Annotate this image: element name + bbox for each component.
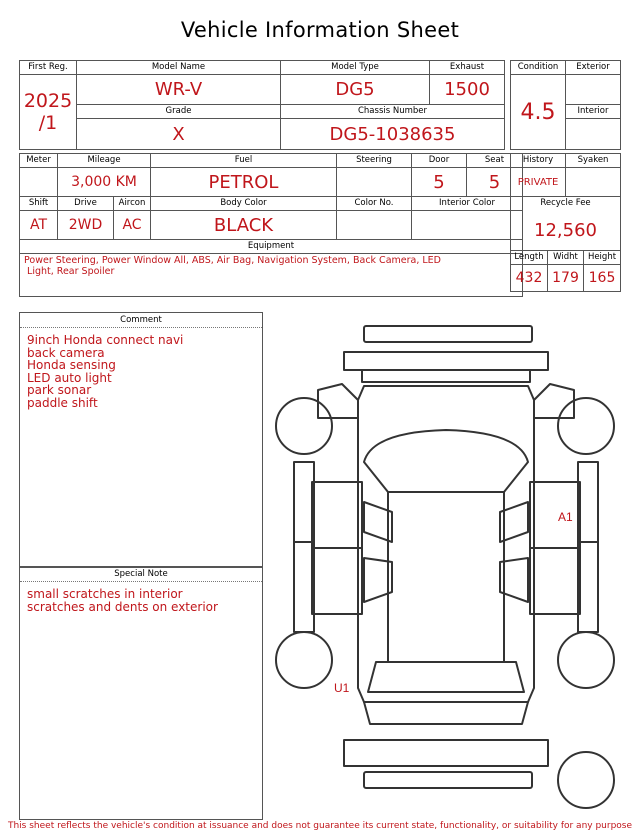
comment-lines [20,328,262,415]
recycle-label: Recycle Fee [511,197,621,211]
first-reg-year: 2025 [23,90,73,112]
rear-bumper [344,740,548,766]
drive: 2WD [58,211,114,240]
fuel: PETROL [151,168,337,197]
comment-line: paddle shift [27,395,98,410]
exterior-label: Exterior [566,61,621,75]
wheel-front-right [558,398,614,454]
roof [388,492,504,662]
seat-label: Seat [467,154,523,168]
condition-label: Condition [511,61,566,75]
model-name: WR-V [77,75,281,105]
model-type-label: Model Type [281,61,430,75]
front-bumper [344,352,548,370]
body-color: BLACK [151,211,337,240]
syaken-label: Syaken [566,154,621,168]
width-label: Widht [548,251,584,265]
car-body-outline [358,386,534,702]
fuel-label: Fuel [151,154,337,168]
exhaust: 1500 [430,75,505,105]
damage-mark-u1: U1 [334,681,350,695]
interior-value [566,119,621,150]
equipment-cell [20,254,523,297]
exhaust-label: Exhaust [430,61,505,75]
first-reg-value [20,75,77,150]
comment-label: Comment [20,313,262,328]
interior-label: Interior [566,105,621,119]
color-no-label: Color No. [337,197,412,211]
height-label: Height [584,251,621,265]
shift: AT [20,211,58,240]
damage-mark-a1: A1 [558,510,573,524]
seat: 5 [467,168,523,197]
condition-table [510,60,621,150]
front-fender-right [534,384,574,418]
comment-line: Honda sensing [27,358,116,372]
door-left-rear [312,548,362,614]
grade-label: Grade [77,105,281,119]
chassis-number: DG5-1038635 [281,119,505,150]
first-reg-month: /1 [38,112,58,134]
page-title: Vehicle Information Sheet [180,18,460,42]
wheel-rear-left [276,632,332,688]
comment-box [19,312,263,568]
aircon: AC [114,211,151,240]
equipment-line-1: Power Steering, Power Window All, ABS, Air Bag, Navigation System, Back Camera, LED [24,255,441,266]
color-no-value [337,211,412,240]
vehicle-table [19,60,505,150]
history: PRIVATE [511,168,566,197]
special-note-lines [20,582,262,619]
special-note-label: Special Note [20,567,262,582]
rear-window [368,662,524,692]
model-name-label: Model Name [77,61,281,75]
comment-line: park sonar [27,383,92,397]
body-color-label: Body Color [151,197,337,211]
disclaimer-footer: This sheet reflects the vehicle's condition at issuance and does not guarantee its current state, functionality, or suitability for any purpose [7,821,633,831]
windshield [364,430,528,492]
history-label: History [511,154,566,168]
wheel-rear-right [558,632,614,688]
comment-line: back camera [27,345,105,360]
model-type: DG5 [281,75,430,105]
front-fender-left [318,384,358,418]
syaken-value [566,168,621,197]
door: 5 [412,168,467,197]
equipment-label: Equipment [20,240,523,254]
meter-value [20,168,58,197]
car-damage-diagram [272,322,620,818]
rear-panel [364,702,528,724]
chassis-label: Chassis Number [281,105,505,119]
mileage: 3,000 KM [58,168,151,197]
side-table [510,153,621,292]
front-bumper-top [364,326,532,342]
car-front-outline [362,370,530,382]
wheel-front-left [276,398,332,454]
comment-line: 9inch Honda connect navi [27,333,184,347]
specs-table-main [19,153,523,297]
rear-bumper-bottom [364,772,532,788]
spare-wheel [558,752,614,808]
door-label: Door [412,154,467,168]
height: 165 [584,265,621,292]
length-label: Length [511,251,548,265]
exterior-value [566,75,621,105]
interior-color-label: Interior Color [412,197,523,211]
comment-line: LED auto light [27,370,112,385]
meter-label: Meter [20,154,58,168]
first-reg-label: First Reg. [20,61,77,75]
grade: X [77,119,281,150]
interior-color-value [412,211,523,240]
drive-label: Drive [58,197,114,211]
width: 179 [548,265,584,292]
steering-label: Steering [337,154,412,168]
special-note-box [19,566,263,820]
shift-label: Shift [20,197,58,211]
recycle-fee: 12,560 [511,210,621,251]
steering-value [337,168,412,197]
door-right-rear [530,548,580,614]
condition-value: 4.5 [511,75,566,150]
aircon-label: Aircon [114,197,151,211]
door-left-front [312,482,362,548]
special-note-line: small scratches in interior [27,587,183,601]
mileage-label: Mileage [58,154,151,168]
length: 432 [511,265,548,292]
special-note-line: scratches and dents on exterior [27,599,218,614]
equipment-line-2: Light, Rear Spoiler [24,265,115,277]
